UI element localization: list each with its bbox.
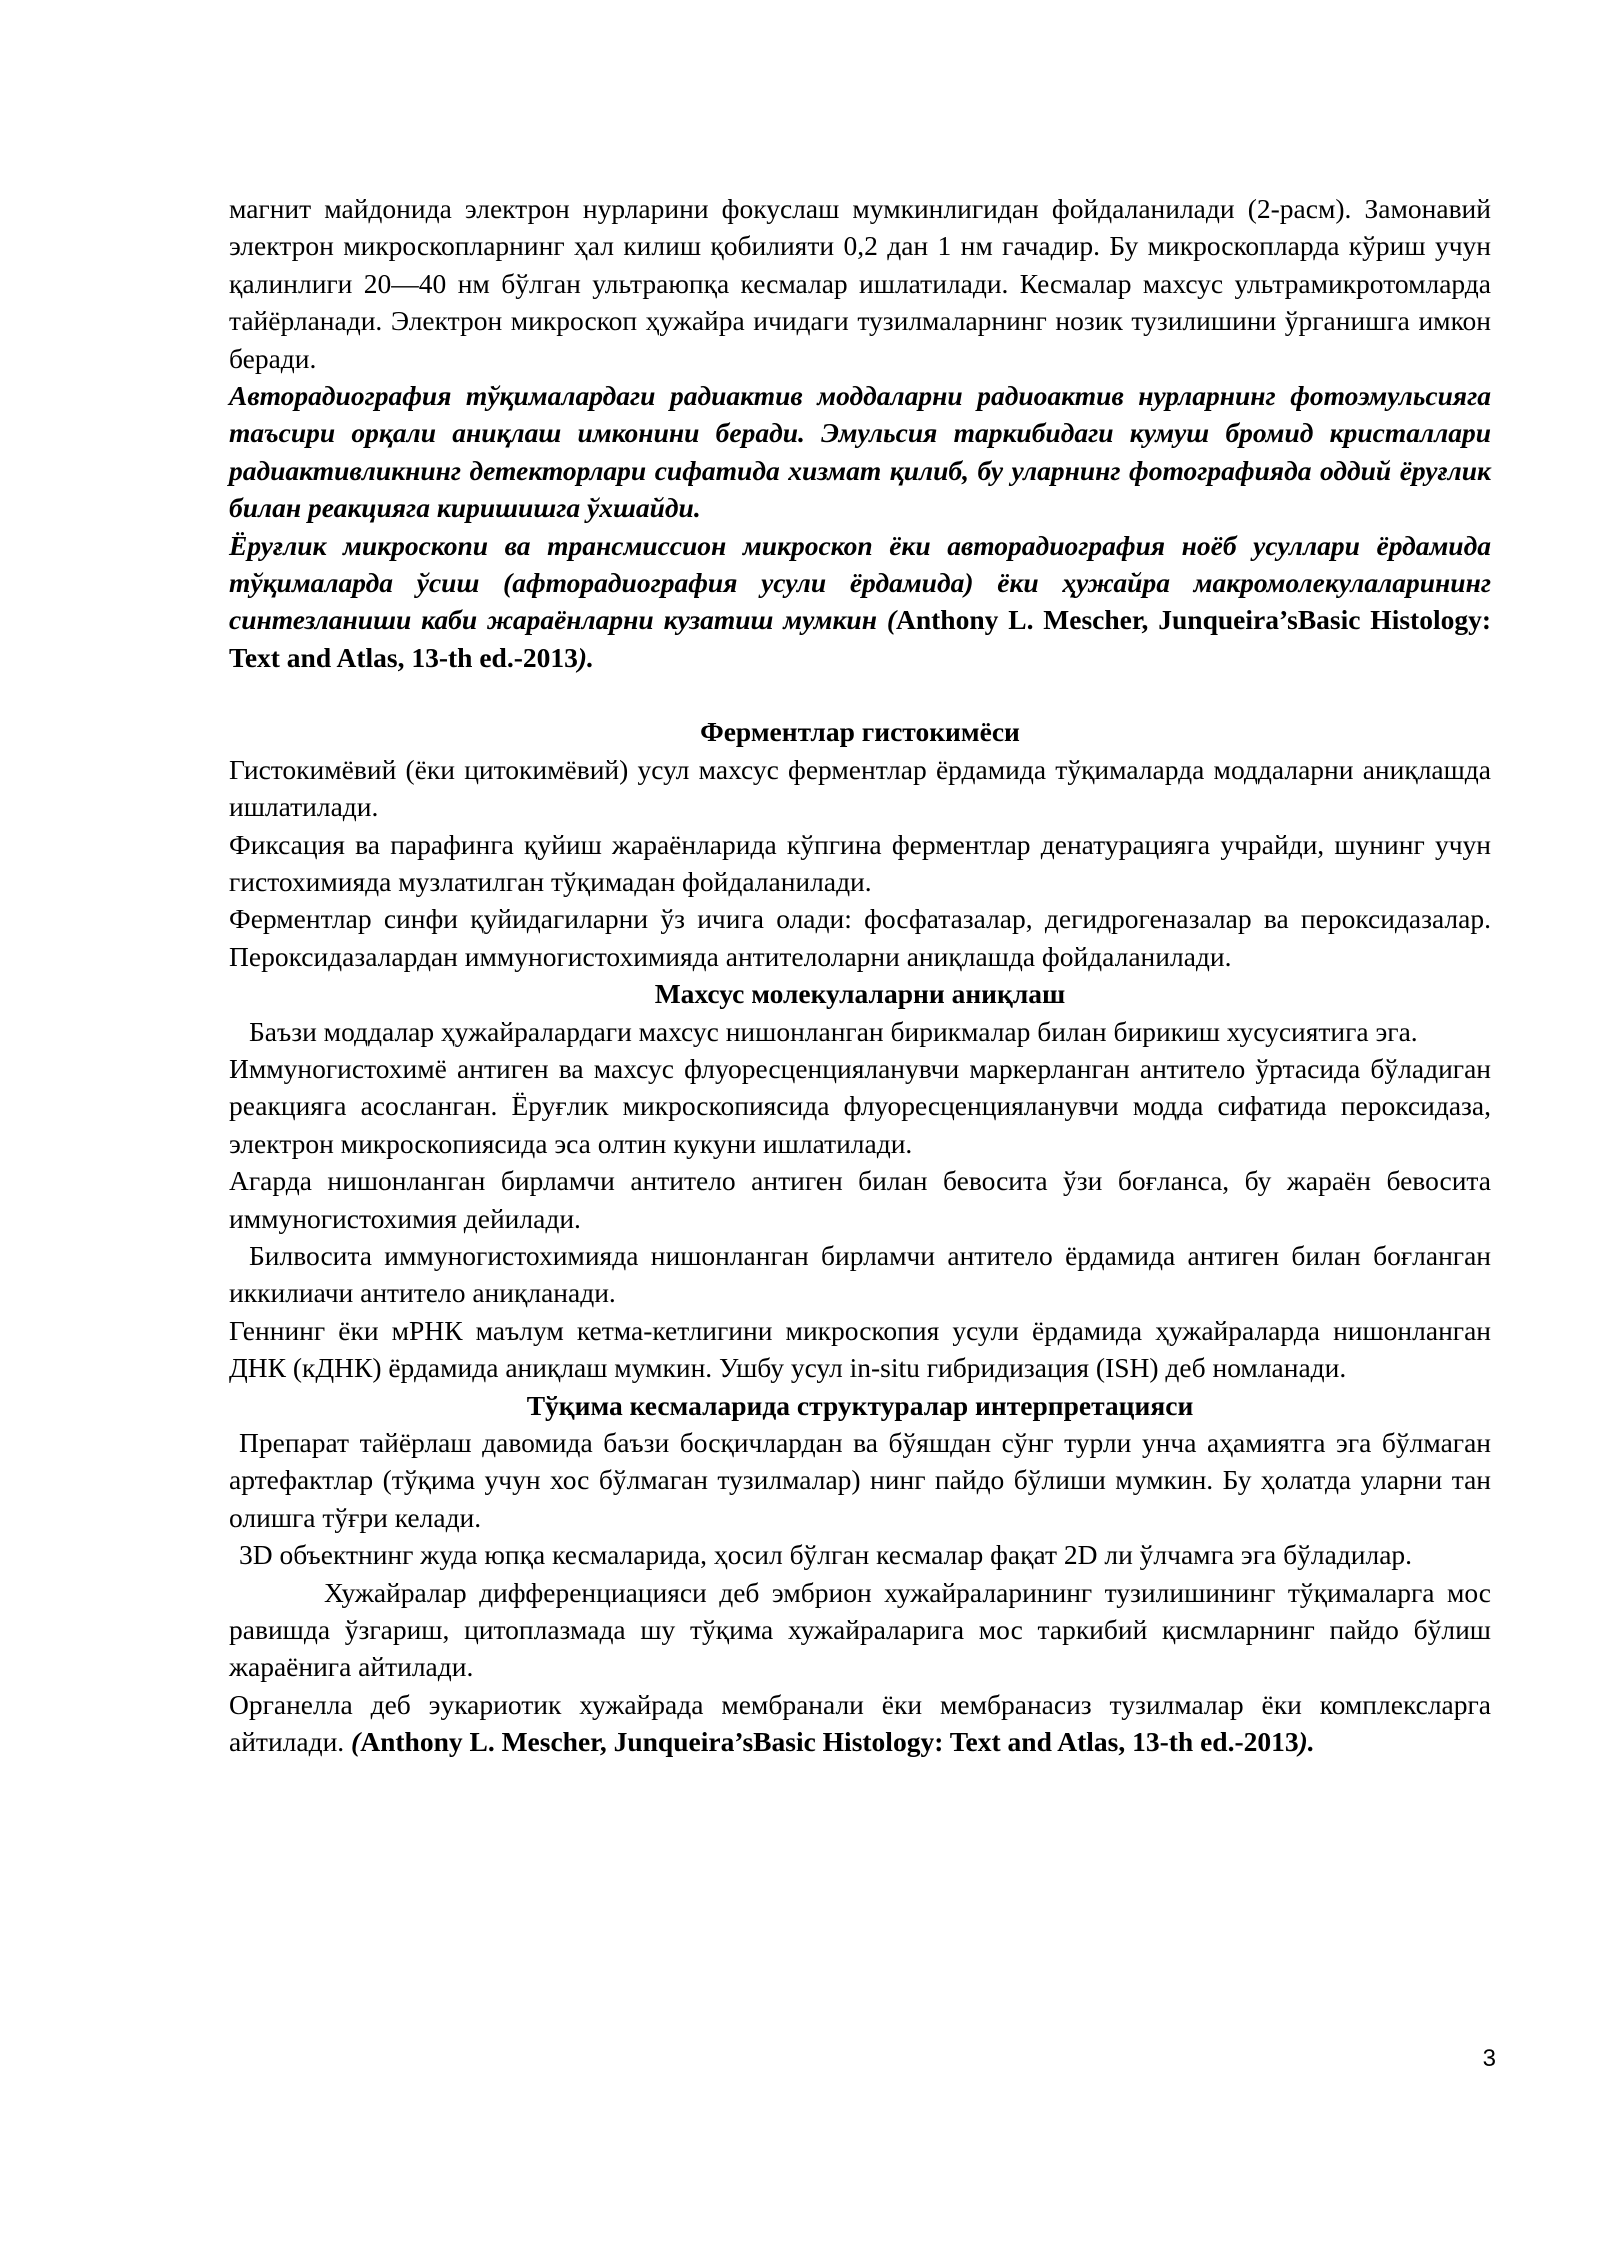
reference-close-paren: ). — [1298, 1726, 1315, 1758]
paragraph: Геннинг ёки мРНК маълум кетма-кетлигини микроскопия усули ёрдамида ҳужайраларда нишонланган ДНК (кДНК) ёрдамида аниқлаш мумкин. Ушбу усул in-situ гибридизация (ISH) деб номланади. — [229, 1314, 1491, 1384]
spacer — [229, 676, 1491, 713]
section-heading-structure-interpretation: Тўқима кесмаларида структуралар интерпретацияси — [526, 1389, 1194, 1421]
paragraph: Агарда нишонланган бирламчи антитело антиген билан бевосита ўзи боғланса, бу жараён бевосита иммуногистохимия дейилади. — [229, 1165, 1491, 1234]
paragraph: Фиксация ва парафинга қуйиш жараёнларида кўпгина ферментлар денатурацияга учрайди, шунинг учун гистохимияда музлатилган тўқимадан фойдаланилади. — [229, 828, 1491, 897]
intro-paragraph-autoradiography: Авторадиография тўқималардаги радиактив моддаларни радиоактив нурларнинг фотоэмульсияга таъсири орқали аниқлаш имконини беради. Эмульсия таркибидаги кумуш бромид кристаллари радиактивликнинг детекторлари сифатида хизмат қилиб, бу уларнинг фотографияда оддий ёруғлик билан реакцияга киришишга ўхшайди. — [229, 380, 1491, 524]
intro-paragraph-text: Ёруғлик микроскопи ва трансмиссион микроскоп ёки авторадиография ноёб усуллари ёрдамида тўқималарда ўсиш (афторадиография усули ёрдамида) ёки ҳужайра макромолекулаларининг синтезланиши каби жараёнларни кузатиш мумкин — [229, 529, 1491, 636]
paragraph: Билвосита иммуногистохимияда нишонланган бирламчи антитело ёрдамида антиген билан боғланган иккилиачи антитело аниқланади. — [229, 1239, 1491, 1309]
intro-paragraph-light-microscope — [229, 527, 1491, 677]
reference-citation: Anthony L. Mescher, Junqueira’sBasic Histology: Text and Atlas, 13-th ed.-2013 — [360, 1726, 1299, 1758]
paragraph: Баъзи моддалар ҳужайралардаги махсус нишонланган бирикмалар билан бирикиш хусусиятига эга. — [249, 1015, 1418, 1047]
paragraph: Препарат тайёрлаш давомида баъзи босқичлардан ва бўяшдан сўнг турли унча аҳамиятга эга бўлмаган артефактлар (тўқима учун хос бўлмаган тузилмалар) нинг пайдо бўлиши мумкин. Бу ҳолатда уларни тан олишга тўғри келади. — [229, 1427, 1491, 1533]
reference-citation: Anthony L. Mescher, Junqueira’sBasic Histology: Text and Atlas, 13-th ed.-2013 — [229, 604, 1491, 673]
page-number: 3 — [1482, 2045, 1496, 2072]
paragraph: Хужайралар дифференциацияси деб эмбрион хужайраларининг тузилишининг тўқималарга мос равишда ўзгариш, цитоплазмада шу тўқима хужайраларига мос таркибий қисмларнинг пайдо бўлиш жараёнига айтилади. — [229, 1576, 1491, 1683]
reference-close-paren: ). — [577, 641, 594, 673]
paragraph: Гистокимёвий (ёки цитокимёвий) усул махсус ферментлар ёрдамида тўқималарда моддаларни аниқлашда ишлатилади. — [229, 753, 1491, 823]
page-body — [229, 190, 1491, 1761]
paragraph-text: Органелла деб эукариотик хужайрада мембранали ёки мембранасиз тузилмалар ёки комплексларга айтилади. — [229, 1688, 1491, 1758]
paragraph: Иммуногистохимё антиген ва махсус флуоресценцияланувчи маркерланган антитело ўртасида бўладиган реакцияга асосланган. Ёруғлик микроскопиясида флуоресценцияланувчи модда сифатида пероксидаза, электрон микроскопиясида эса олтин кукуни ишлатилади. — [229, 1052, 1491, 1159]
section-heading-enzyme-histochemistry: Ферментлар гистокимёси — [700, 716, 1020, 748]
paragraph-organelle — [229, 1686, 1491, 1761]
paragraph: Ферментлар синфи қуйидагиларни ўз ичига олади: фосфатазалар, дегидрогеназалар ва пероксидазалар. Пероксидазалардан иммуногистохимияда антителоларни аниқлашда фойдаланилади. — [229, 903, 1491, 972]
intro-paragraph-electron-microscope: магнит майдонида электрон нурларини фокуслаш мумкинлигидан фойдаланилади (2-расм). Замонавий электрон микроскопларнинг ҳал килиш қобилияти 0,2 дан 1 нм гачадир. Бу микроскопларда кўриш учун қалинлиги 20—40 нм бўлган ультраюпқа кесмалар ишлатилади. Кесмалар махсус ультрамикротомларда тайёрланади. Электрон микроскоп ҳужайра ичидаги тузилмаларнинг нозик тузилишини ўрганишга имкон беради. — [229, 193, 1491, 374]
paragraph: 3D объектнинг жуда юпқа кесмаларида, ҳосил бўлган кесмалар фақат 2D ли ўлчамга эга бўладилар. — [239, 1539, 1413, 1571]
section-heading-molecule-detection: Махсус молекулаларни аниқлаш — [654, 978, 1066, 1010]
reference-open-paren: ( — [351, 1726, 361, 1758]
reference-open-paren: ( — [886, 604, 896, 636]
